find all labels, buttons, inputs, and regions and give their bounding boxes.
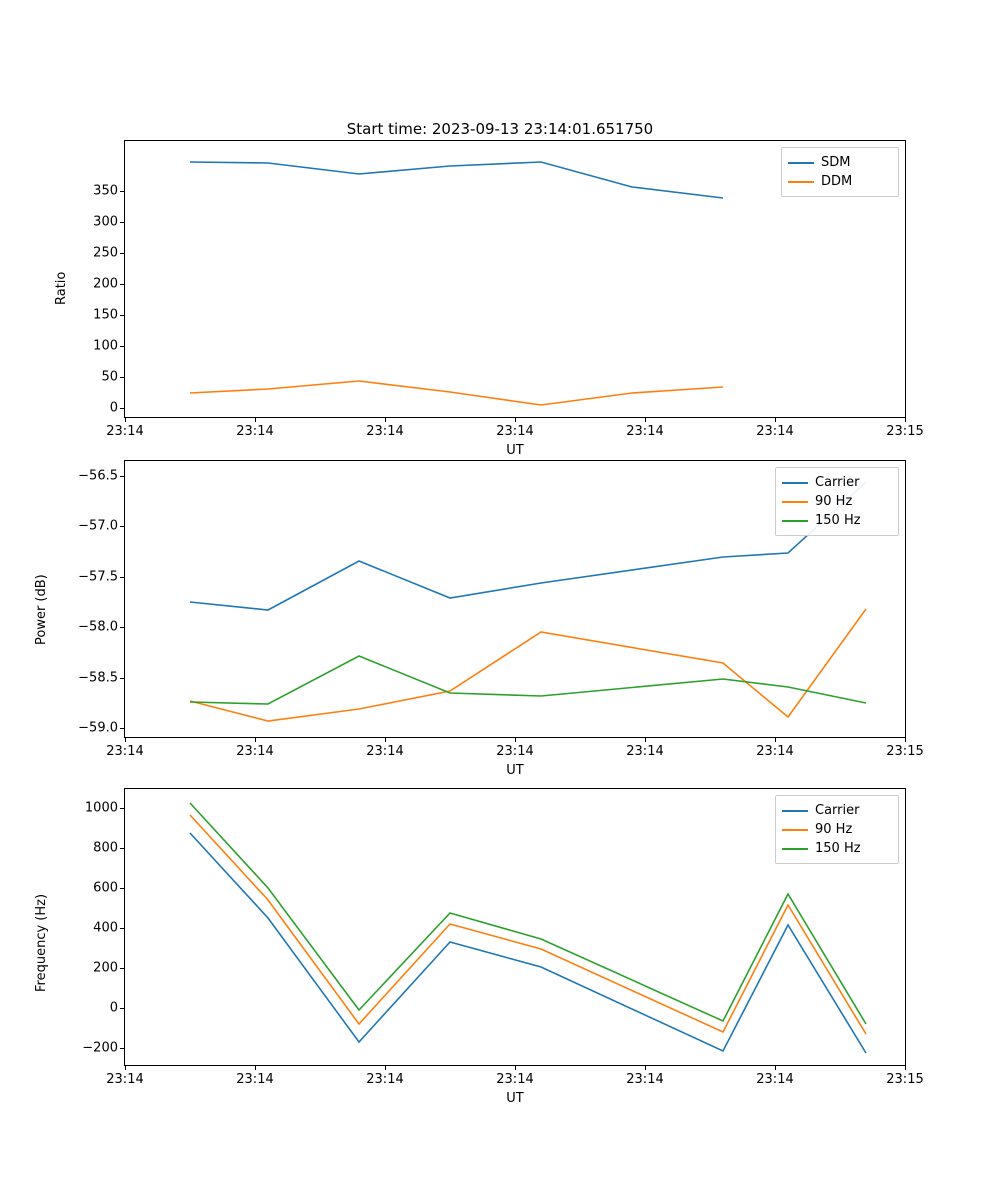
xaxis-label-power: UT [506, 763, 524, 778]
legend-swatch-ddm [788, 181, 814, 183]
xtick-frequency-6: 23:15 [886, 1072, 924, 1087]
xtick-ratio-2: 23:14 [366, 424, 404, 439]
panel-ratio [0, 110, 1000, 458]
xaxis-label-frequency: UT [506, 1091, 524, 1106]
xtick-frequency-1: 23:14 [236, 1072, 274, 1087]
xtick-power-2: 23:14 [366, 744, 404, 759]
chart-title: Start time: 2023-09-13 23:14:01.651750 [346, 120, 654, 138]
series-line-ddm [190, 381, 723, 405]
legend-item-carrier-frequency [782, 801, 890, 820]
series-line-sdm [190, 162, 723, 198]
xtick-ratio-3: 23:14 [496, 424, 534, 439]
legend-label-150hz-power: 150 Hz [815, 513, 861, 528]
xtick-ratio-1: 23:14 [236, 424, 274, 439]
xtick-power-3: 23:14 [496, 744, 534, 759]
ytick-power--57.0: −57.0 [78, 518, 118, 534]
legend-label-90hz-frequency: 90 Hz [815, 822, 853, 837]
series-line-150hz-frequency [190, 803, 866, 1024]
yaxis-label-frequency: Frequency (Hz) [34, 893, 49, 992]
yaxis-label-ratio: Ratio [54, 271, 69, 305]
legend-label-carrier-power: Carrier [815, 475, 860, 490]
xtick-power-6: 23:15 [886, 744, 924, 759]
ytick-ratio-50: 50 [101, 369, 118, 385]
legend-swatch-carrier-power [782, 482, 808, 484]
ytick-frequency-200: 200 [93, 960, 118, 976]
legend-item-carrier-power [782, 473, 890, 492]
legend-swatch-90hz-frequency [782, 829, 808, 831]
legend-swatch-sdm [788, 162, 814, 164]
axes-power [124, 460, 906, 738]
legend-label-ddm: DDM [821, 174, 853, 189]
legend-swatch-150hz-power [782, 520, 808, 522]
xtick-ratio-4: 23:14 [626, 424, 664, 439]
xtick-power-1: 23:14 [236, 744, 274, 759]
ytick-frequency--200: −200 [82, 1040, 118, 1056]
legend-item-sdm [788, 153, 890, 172]
axes-ratio [124, 140, 906, 418]
ytick-frequency-400: 400 [93, 920, 118, 936]
series-line-carrier-frequency [190, 833, 866, 1053]
ytick-ratio-100: 100 [93, 338, 118, 354]
legend-item-90hz-frequency [782, 820, 890, 839]
legend-label-sdm: SDM [821, 155, 851, 170]
xtick-frequency-5: 23:14 [756, 1072, 794, 1087]
ytick-power--56.5: −56.5 [78, 468, 118, 484]
xtick-power-0: 23:14 [106, 744, 144, 759]
legend-swatch-150hz-frequency [782, 848, 808, 850]
ytick-frequency-600: 600 [93, 880, 118, 896]
ytick-power--59.0: −59.0 [78, 720, 118, 736]
ytick-frequency-0: 0 [109, 1000, 118, 1016]
ytick-ratio-350: 350 [93, 183, 118, 199]
ytick-ratio-300: 300 [93, 214, 118, 230]
ytick-ratio-200: 200 [93, 276, 118, 292]
series-line-carrier-power [190, 482, 866, 610]
series-line-90hz-power [190, 609, 866, 721]
xtick-frequency-3: 23:14 [496, 1072, 534, 1087]
legend-label-150hz-frequency: 150 Hz [815, 841, 861, 856]
xtick-ratio-0: 23:14 [106, 424, 144, 439]
ytick-ratio-0: 0 [109, 400, 118, 416]
xtick-frequency-0: 23:14 [106, 1072, 144, 1087]
legend-label-90hz-power: 90 Hz [815, 494, 853, 509]
legend-panel-ratio [781, 147, 899, 197]
ytick-power--57.5: −57.5 [78, 569, 118, 585]
ytick-ratio-150: 150 [93, 307, 118, 323]
ytick-power--58.5: −58.5 [78, 670, 118, 686]
xtick-frequency-4: 23:14 [626, 1072, 664, 1087]
ytick-frequency-800: 800 [93, 840, 118, 856]
panel-power [0, 440, 1000, 778]
legend-label-carrier-frequency: Carrier [815, 803, 860, 818]
ytick-ratio-250: 250 [93, 245, 118, 261]
xtick-frequency-2: 23:14 [366, 1072, 404, 1087]
xtick-power-4: 23:14 [626, 744, 664, 759]
xtick-ratio-6: 23:15 [886, 424, 924, 439]
legend-item-90hz-power [782, 492, 890, 511]
xaxis-label-ratio: UT [506, 443, 524, 458]
legend-swatch-carrier-frequency [782, 810, 808, 812]
legend-swatch-90hz-power [782, 501, 808, 503]
axes-frequency [124, 788, 906, 1066]
legend-item-ddm [788, 172, 890, 191]
ytick-frequency-1000: 1000 [84, 800, 118, 816]
xtick-ratio-5: 23:14 [756, 424, 794, 439]
ytick-power--58.0: −58.0 [78, 619, 118, 635]
legend-item-150hz-frequency [782, 839, 890, 858]
series-line-90hz-frequency [190, 815, 866, 1034]
legend-item-150hz-power [782, 511, 890, 530]
xtick-power-5: 23:14 [756, 744, 794, 759]
legend-panel-power [775, 467, 899, 536]
yaxis-label-power: Power (dB) [34, 574, 49, 645]
legend-panel-frequency [775, 795, 899, 864]
panel-frequency [0, 770, 1000, 1106]
